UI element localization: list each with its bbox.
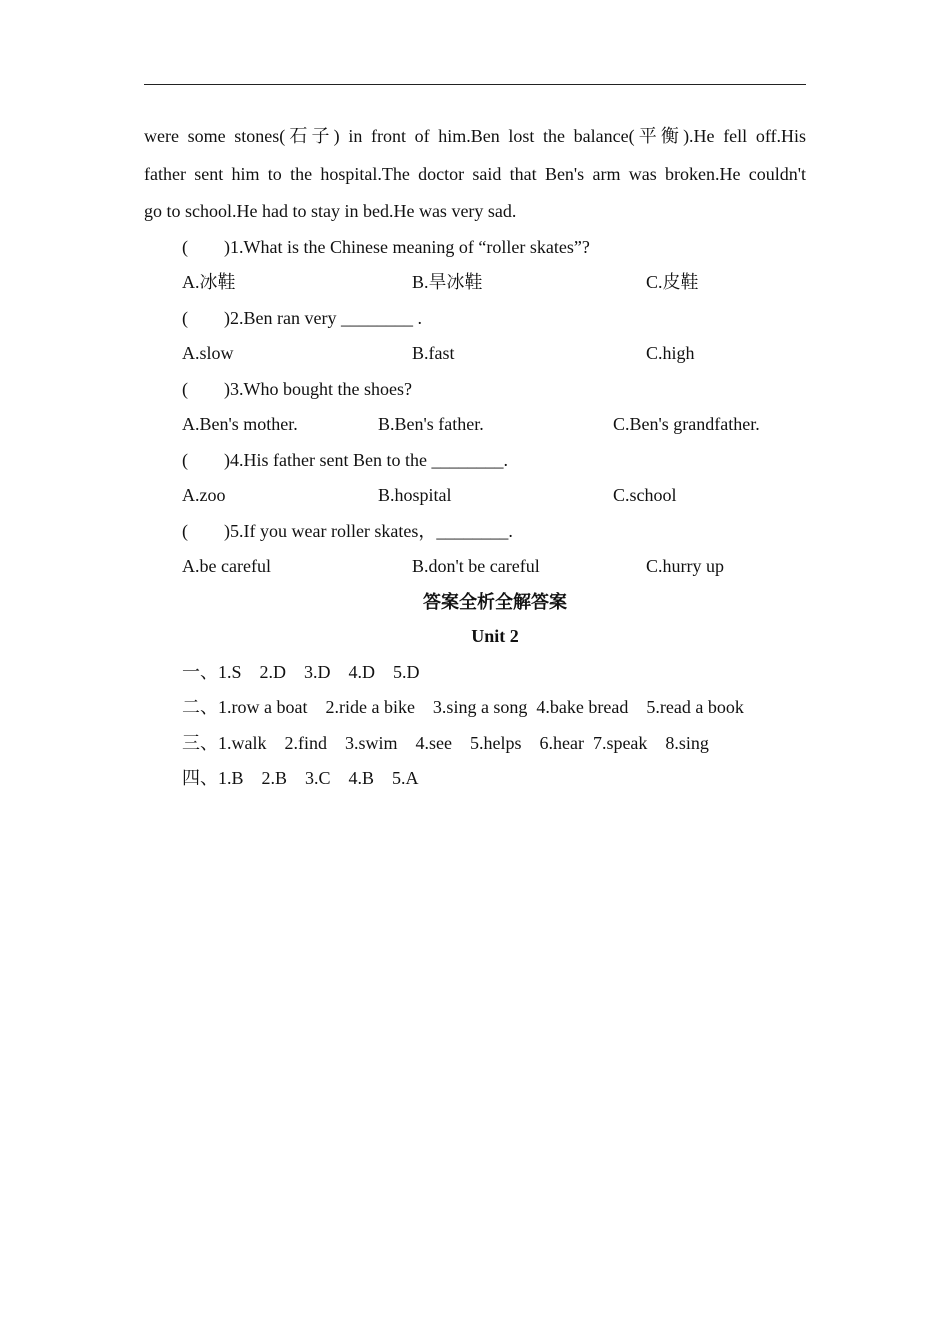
- answers-heading: 答案全析全解答案: [423, 592, 567, 612]
- question-4-option-a: A.zoo: [182, 485, 226, 505]
- question-2-option-c: C.high: [646, 343, 695, 363]
- question-5-stem: ( )5.If you wear roller skates，________.: [182, 521, 513, 541]
- question-3-option-c: C.Ben's grandfather.: [613, 414, 760, 434]
- question-3-stem: ( )3.Who bought the shoes?: [182, 379, 412, 399]
- passage-line: were some stones(石子) in front of him.Ben lost the balance(平衡).He fell off.His: [144, 126, 806, 146]
- reading-passage: [144, 118, 806, 231]
- question-5-option-c: C.hurry up: [646, 556, 724, 576]
- question-1-option-c: C.皮鞋: [646, 272, 699, 292]
- question-1-stem: ( )1.What is the Chinese meaning of “roller skates”?: [182, 237, 590, 257]
- question-1-option-a: A.冰鞋: [182, 272, 236, 292]
- answer-line-4: 四、1.B 2.B 3.C 4.B 5.A: [182, 768, 419, 788]
- header-rule: [144, 84, 806, 85]
- question-2-stem: ( )2.Ben ran very ________ .: [182, 308, 422, 328]
- passage-line: father sent him to the hospital.The doctor said that Ben's arm was broken.He couldn't: [144, 163, 806, 184]
- question-2-option-a: A.slow: [182, 343, 234, 363]
- passage-line: go to school.He had to stay in bed.He was very sad.: [144, 201, 517, 221]
- answer-line-1: 一、1.S 2.D 3.D 4.D 5.D: [182, 662, 420, 682]
- question-2-option-b: B.fast: [412, 343, 455, 363]
- question-5-option-a: A.be careful: [182, 556, 271, 576]
- answer-line-2: 二、1.row a boat 2.ride a bike 3.sing a song 4.bake bread 5.read a book: [182, 697, 744, 717]
- question-5-option-b: B.don't be careful: [412, 556, 540, 576]
- question-4-option-c: C.school: [613, 485, 677, 505]
- question-1-option-b: B.旱冰鞋: [412, 272, 483, 292]
- answer-line-3: 三、1.walk 2.find 3.swim 4.see 5.helps 6.hear 7.speak 8.sing: [182, 733, 709, 753]
- question-3-option-b: B.Ben's father.: [378, 414, 484, 434]
- question-4-stem: ( )4.His father sent Ben to the ________.: [182, 450, 508, 470]
- question-4-option-b: B.hospital: [378, 485, 452, 505]
- question-3-option-a: A.Ben's mother.: [182, 414, 298, 434]
- answers-unit-title: Unit 2: [471, 626, 519, 646]
